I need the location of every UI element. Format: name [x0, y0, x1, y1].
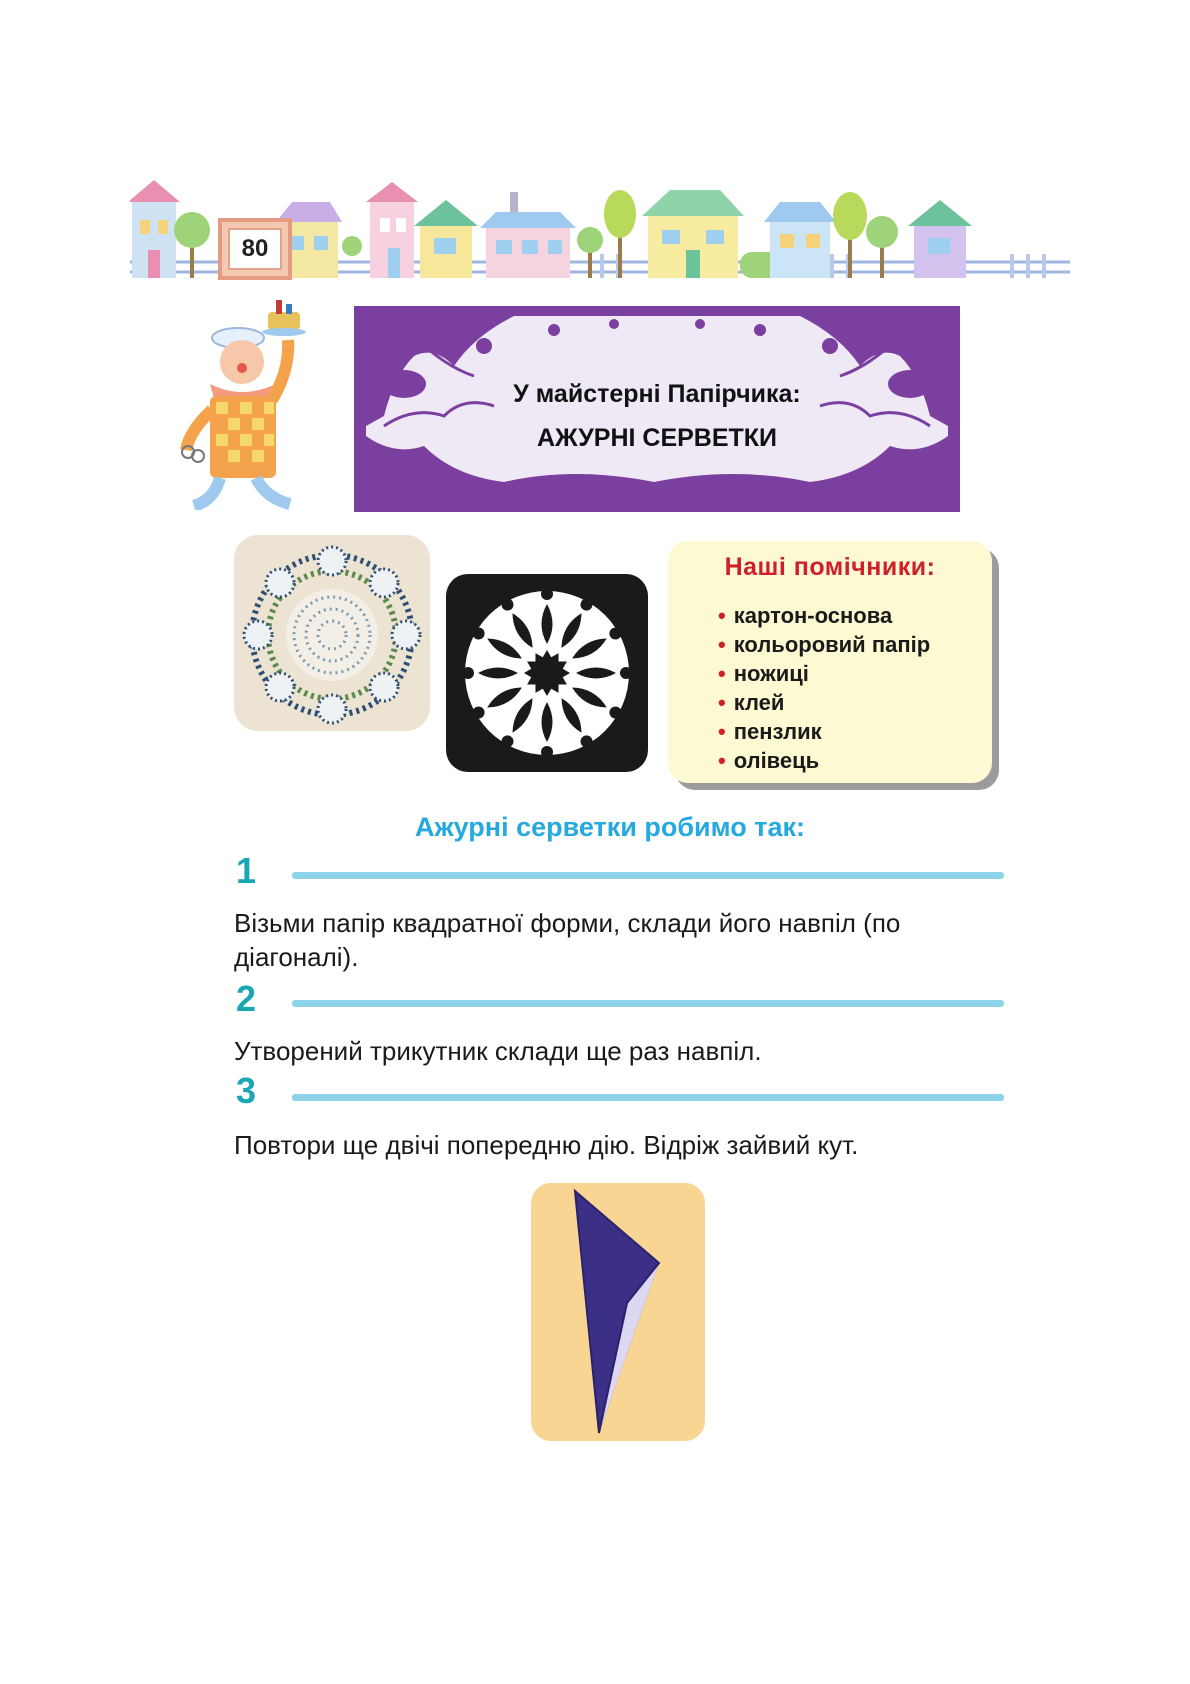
folded-paper-photo [531, 1183, 705, 1441]
list-item: • клей [718, 690, 785, 715]
bullet-icon: • [718, 748, 726, 773]
step-number: 3 [236, 1070, 257, 1111]
step-divider [292, 872, 1004, 879]
step-text: Візьми папір квадратної форми, склади його навпіл (по діагоналі). [234, 908, 901, 972]
banner-title-line1: У майстерні Папірчика: [513, 380, 801, 408]
list-item: • кольоровий папір [718, 632, 931, 657]
page-number: 80 [228, 228, 282, 270]
helpers-box [668, 541, 992, 783]
banner-title [354, 372, 960, 460]
bullet-icon: • [718, 690, 726, 715]
step-number: 1 [236, 850, 257, 891]
list-item: • ножиці [718, 661, 809, 686]
bullet-icon: • [718, 719, 726, 744]
banner-title-line2: АЖУРНІ СЕРВЕТКИ [536, 424, 778, 452]
list-item: • пензлик [718, 719, 822, 744]
helpers-list [718, 601, 930, 775]
cutout-snowflake-photo [446, 574, 648, 772]
step-divider [292, 1000, 1004, 1007]
bullet-icon: • [718, 603, 726, 628]
list-item: • олівець [718, 748, 820, 773]
helpers-title: Наші помічники: [724, 553, 936, 581]
step-text: Утворений трикутник склади ще раз навпіл. [234, 1036, 762, 1066]
step-text: Повтори ще двічі попередню дію. Відріж зайвий кут. [234, 1130, 859, 1160]
dotted-napkin-photo [234, 535, 430, 731]
step-number: 2 [236, 978, 257, 1019]
paper-character-illustration [180, 300, 350, 510]
step-divider [292, 1094, 1004, 1101]
title-banner [354, 306, 960, 512]
bullet-icon: • [718, 632, 726, 657]
page-number-box [218, 218, 292, 280]
bullet-icon: • [718, 661, 726, 686]
steps-title: Ажурні серветки робимо так: [415, 812, 805, 842]
list-item: • картон-основа [718, 603, 893, 628]
